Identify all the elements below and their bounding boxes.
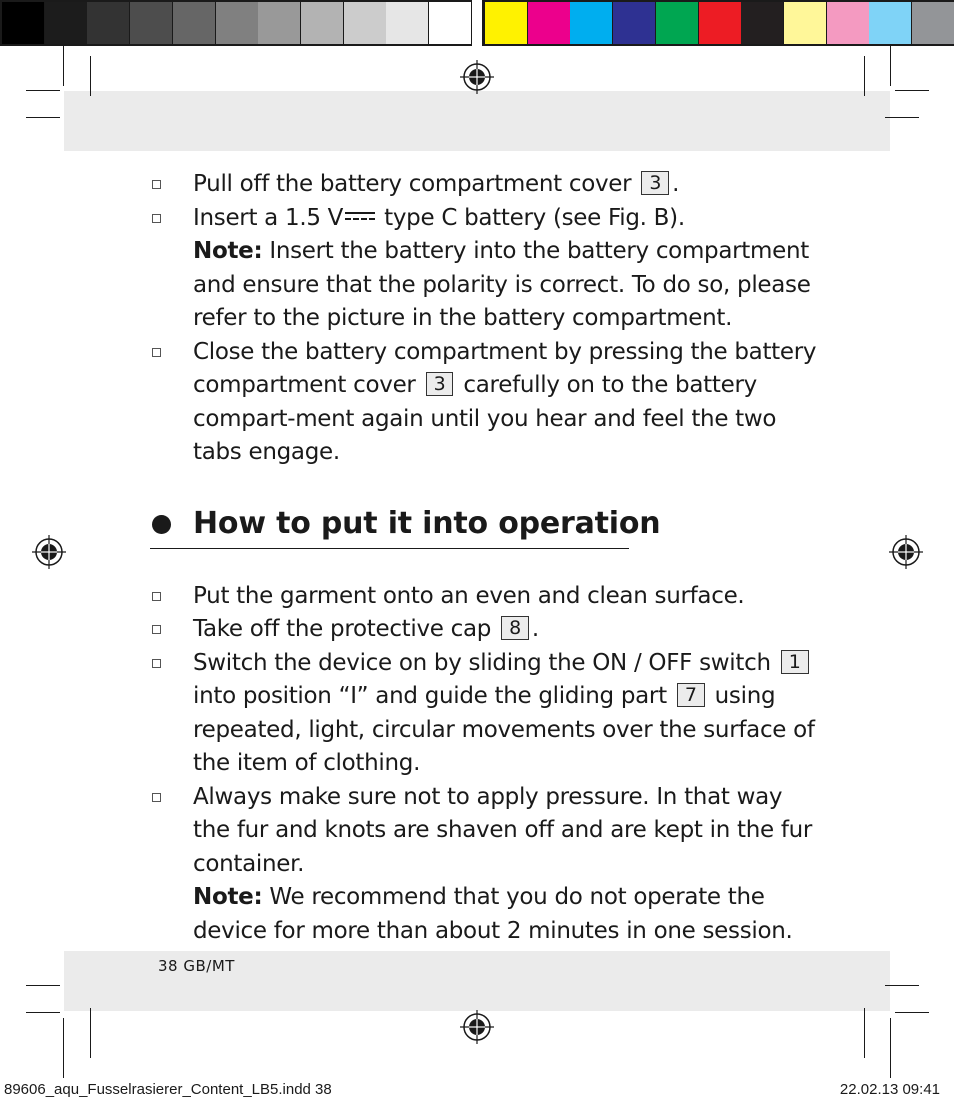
color-calibration-bar	[0, 0, 954, 46]
color-swatch	[87, 2, 129, 44]
list-item	[150, 647, 820, 781]
section-heading	[150, 502, 820, 552]
color-swatch	[570, 2, 612, 44]
part-reference: 8	[501, 616, 529, 640]
checkbox-bullet-icon	[152, 625, 161, 634]
item-text: Insert a 1.5 V	[193, 204, 344, 231]
crop-mark	[26, 90, 60, 91]
heading-underline	[150, 548, 629, 549]
crop-mark	[895, 1012, 929, 1013]
page-content	[150, 168, 820, 948]
note-paragraph	[150, 881, 820, 948]
item-text: Switch the device on by sliding the ON / OFF switch	[193, 649, 771, 676]
part-reference: 7	[677, 683, 705, 707]
item-text: carefully on to the battery compart-ment again until you hear and feel the two tabs engage.	[193, 372, 777, 465]
crop-mark	[885, 117, 919, 118]
item-text: Close the battery compartment by pressing the battery compartment cover	[193, 338, 817, 398]
crop-mark	[90, 1008, 91, 1058]
crop-mark	[895, 90, 929, 91]
color-swatch	[613, 2, 655, 44]
note-text: We recommend that you do not operate the device for more than about 2 minutes in one session.	[193, 884, 793, 944]
color-swatch	[301, 2, 343, 44]
crop-mark	[26, 985, 60, 986]
note-label: Note:	[193, 884, 263, 910]
item-text: Pull off the battery compartment cover	[193, 171, 632, 197]
color-swatch	[45, 2, 87, 44]
checkbox-bullet-icon	[152, 793, 161, 802]
crop-mark	[864, 1008, 865, 1058]
part-reference: 3	[426, 372, 454, 396]
direct-current-symbol-icon	[345, 210, 375, 222]
item-text: Take off the protective cap	[193, 616, 492, 642]
color-swatch	[528, 2, 570, 44]
print-slug-date: 22.02.13 09:41	[839, 1081, 940, 1098]
crop-mark	[90, 56, 91, 96]
item-text: type C battery (see Fig. B).	[384, 204, 685, 231]
color-swatch	[344, 2, 386, 44]
checkbox-bullet-icon	[152, 659, 161, 668]
color-swatch	[827, 2, 869, 44]
crop-mark	[63, 1018, 64, 1078]
color-swatch	[912, 2, 954, 44]
item-text: using repeated, light, circular movements over the surface of the item of clothing.	[193, 683, 815, 776]
color-swatch	[173, 2, 215, 44]
registration-mark-icon	[32, 535, 66, 569]
crop-mark	[890, 1018, 891, 1078]
color-swatch	[216, 2, 258, 44]
note-text: Insert the battery into the battery compartment and ensure that the polarity is correct. To do so, please refer to the picture in the battery compartment.	[193, 238, 811, 331]
list-item	[150, 168, 820, 202]
part-reference: 3	[641, 171, 669, 195]
checkbox-bullet-icon	[152, 214, 161, 223]
item-text: .	[531, 616, 539, 642]
color-swatch	[656, 2, 698, 44]
header-band	[64, 91, 890, 151]
checkbox-bullet-icon	[152, 348, 161, 357]
crop-mark	[63, 46, 64, 86]
color-swatch	[386, 2, 428, 44]
checkbox-bullet-icon	[152, 180, 161, 189]
checkbox-bullet-icon	[152, 592, 161, 601]
note-label: Note:	[193, 238, 263, 264]
part-reference: 1	[781, 650, 809, 674]
bullet-dot-icon	[152, 515, 171, 534]
color-swatch	[485, 2, 527, 44]
item-text: .	[672, 171, 680, 197]
crop-mark	[885, 985, 919, 986]
page-number: 38 GB/MT	[158, 957, 235, 975]
color-swatch	[130, 2, 172, 44]
color-swatch	[258, 2, 300, 44]
item-text: Always make sure not to apply pressure. In that way the fur and knots are shaven off and are kept in the fur container.	[193, 783, 813, 877]
color-swatch	[2, 2, 44, 44]
list-item	[150, 336, 820, 470]
color-swatch	[784, 2, 826, 44]
note-paragraph	[150, 235, 820, 336]
registration-mark-icon	[460, 60, 494, 94]
heading-text: How to put it into operation	[193, 505, 661, 541]
list-item	[150, 781, 820, 882]
color-swatch	[429, 2, 471, 44]
crop-mark	[864, 56, 865, 96]
list-item	[150, 202, 820, 236]
color-swatch	[699, 2, 741, 44]
color-swatch	[741, 2, 783, 44]
registration-mark-icon	[889, 535, 923, 569]
crop-mark	[26, 117, 60, 118]
item-text: Put the garment onto an even and clean surface.	[193, 582, 745, 609]
list-item	[150, 613, 820, 647]
item-text: into position “I” and guide the gliding part	[193, 683, 667, 709]
crop-mark	[890, 46, 891, 86]
color-swatch	[869, 2, 911, 44]
print-slug-file: 89606_aqu_Fusselrasierer_Content_LB5.indd 38	[4, 1081, 332, 1098]
registration-mark-icon	[460, 1010, 494, 1044]
crop-mark	[26, 1012, 60, 1013]
list-item	[150, 580, 820, 614]
